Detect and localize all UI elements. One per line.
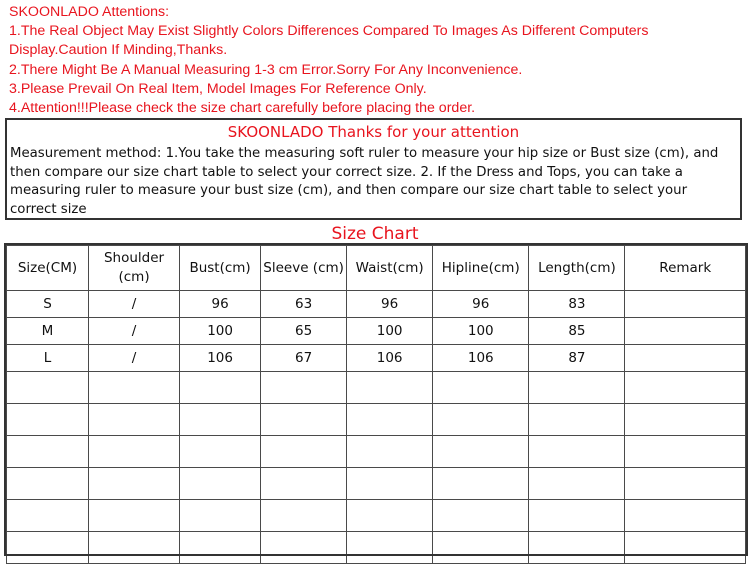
table-cell: S bbox=[7, 291, 89, 318]
notice-line: 3.Please Prevail On Real Item, Model Images For Reference Only. bbox=[9, 80, 427, 97]
table-cell: 106 bbox=[347, 345, 433, 372]
method-title: SKOONLADO Thanks for your attention bbox=[227, 123, 520, 141]
empty-cell bbox=[625, 500, 746, 532]
table-cell: 106 bbox=[180, 345, 261, 372]
empty-cell bbox=[7, 532, 89, 564]
table-cell: / bbox=[88, 291, 179, 318]
empty-cell bbox=[347, 436, 433, 468]
table-row bbox=[7, 291, 746, 318]
empty-cell bbox=[433, 404, 529, 436]
table-cell: 100 bbox=[180, 318, 261, 345]
empty-cell bbox=[7, 500, 89, 532]
empty-cell bbox=[7, 468, 89, 500]
header-sleeve: Sleeve (cm) bbox=[261, 246, 347, 291]
empty-cell bbox=[433, 468, 529, 500]
empty-cell bbox=[625, 404, 746, 436]
size-chart-table bbox=[6, 245, 746, 564]
empty-cell bbox=[7, 436, 89, 468]
empty-cell bbox=[625, 532, 746, 564]
empty-cell bbox=[180, 532, 261, 564]
table-cell: 96 bbox=[433, 291, 529, 318]
header-size: Size(CM) bbox=[7, 246, 89, 291]
empty-table-row bbox=[7, 404, 746, 436]
empty-table-row bbox=[7, 532, 746, 564]
empty-cell bbox=[347, 500, 433, 532]
empty-cell bbox=[7, 372, 89, 404]
empty-cell bbox=[347, 532, 433, 564]
notice-line: 2.There Might Be A Manual Measuring 1-3 cm Error.Sorry For Any Inconvenience. bbox=[9, 61, 523, 78]
header-length: Length(cm) bbox=[529, 246, 625, 291]
empty-cell bbox=[7, 404, 89, 436]
empty-cell bbox=[347, 372, 433, 404]
empty-cell bbox=[88, 372, 179, 404]
empty-table-row bbox=[7, 436, 746, 468]
notice-line: 1.The Real Object May Exist Slightly Colors Differences Compared To Images As Different Computers bbox=[9, 23, 649, 40]
empty-cell bbox=[529, 436, 625, 468]
empty-table-row bbox=[7, 372, 746, 404]
table-row bbox=[7, 318, 746, 345]
empty-cell bbox=[261, 436, 347, 468]
table-header-row bbox=[7, 246, 746, 291]
empty-cell bbox=[347, 468, 433, 500]
empty-cell bbox=[261, 500, 347, 532]
empty-cell bbox=[88, 404, 179, 436]
table-cell: 85 bbox=[529, 318, 625, 345]
empty-cell bbox=[433, 500, 529, 532]
header-remark: Remark bbox=[625, 246, 746, 291]
header-shoulder: Shoulder (cm) bbox=[88, 246, 179, 291]
empty-table-row bbox=[7, 500, 746, 532]
empty-cell bbox=[180, 436, 261, 468]
empty-cell bbox=[529, 468, 625, 500]
measurement-method-box bbox=[5, 118, 742, 220]
empty-cell bbox=[433, 372, 529, 404]
empty-rows-group bbox=[7, 372, 746, 564]
table-cell: 100 bbox=[433, 318, 529, 345]
notice-line: SKOONLADO Attentions: bbox=[9, 4, 170, 20]
table-cell bbox=[625, 291, 746, 318]
empty-cell bbox=[529, 500, 625, 532]
notice-line: 4.Attention!!!Please check the size chart carefully before placing the order. bbox=[9, 100, 476, 117]
empty-cell bbox=[625, 468, 746, 500]
empty-cell bbox=[88, 532, 179, 564]
empty-table-row bbox=[7, 468, 746, 500]
attention-notice bbox=[9, 3, 744, 118]
notice-line: Display.Caution If Minding,Thanks. bbox=[9, 42, 228, 59]
empty-cell bbox=[529, 532, 625, 564]
table-cell: 87 bbox=[529, 345, 625, 372]
header-hipline: Hipline(cm) bbox=[433, 246, 529, 291]
size-chart-title: Size Chart bbox=[331, 224, 419, 244]
empty-cell bbox=[433, 436, 529, 468]
empty-cell bbox=[261, 404, 347, 436]
table-cell: M bbox=[7, 318, 89, 345]
method-text: Measurement method: 1.You take the measuring soft ruler to measure your hip size or Bust size (cm), and then compare our size chart table to select your correct size. 2. If the Dress and Tops, you can take a measuring ruler to measure your bust size (cm), and then compare our size chart table to select your correct size bbox=[10, 146, 719, 217]
header-waist: Waist(cm) bbox=[347, 246, 433, 291]
empty-cell bbox=[180, 404, 261, 436]
table-cell: 67 bbox=[261, 345, 347, 372]
table-cell: 106 bbox=[433, 345, 529, 372]
empty-cell bbox=[433, 532, 529, 564]
empty-cell bbox=[88, 436, 179, 468]
empty-cell bbox=[529, 404, 625, 436]
table-cell: 65 bbox=[261, 318, 347, 345]
header-bust: Bust(cm) bbox=[180, 246, 261, 291]
empty-cell bbox=[180, 372, 261, 404]
table-cell: 96 bbox=[180, 291, 261, 318]
table-cell: / bbox=[88, 345, 179, 372]
table-cell bbox=[625, 345, 746, 372]
empty-cell bbox=[625, 436, 746, 468]
empty-cell bbox=[180, 468, 261, 500]
empty-cell bbox=[261, 468, 347, 500]
empty-cell bbox=[625, 372, 746, 404]
table-cell: 100 bbox=[347, 318, 433, 345]
table-cell: 83 bbox=[529, 291, 625, 318]
empty-cell bbox=[347, 404, 433, 436]
table-cell bbox=[625, 318, 746, 345]
table-cell: / bbox=[88, 318, 179, 345]
empty-cell bbox=[180, 500, 261, 532]
empty-cell bbox=[88, 500, 179, 532]
table-cell: 63 bbox=[261, 291, 347, 318]
table-row bbox=[7, 345, 746, 372]
empty-cell bbox=[261, 532, 347, 564]
table-cell: L bbox=[7, 345, 89, 372]
empty-cell bbox=[529, 372, 625, 404]
empty-cell bbox=[88, 468, 179, 500]
empty-cell bbox=[261, 372, 347, 404]
table-cell: 96 bbox=[347, 291, 433, 318]
